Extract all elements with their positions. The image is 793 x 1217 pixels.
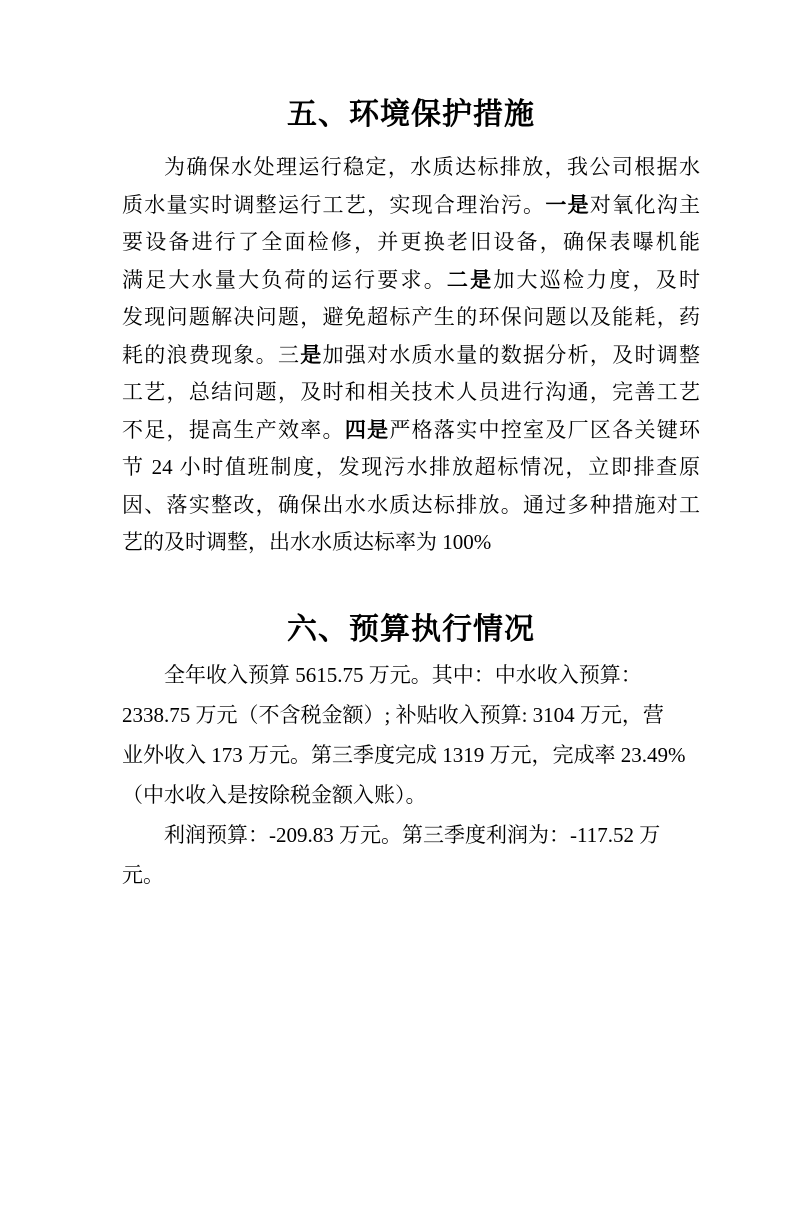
text-segment: 为确保水处理运行稳定，水质达标排放，我公司根据水 (164, 155, 700, 179)
text-line (122, 735, 700, 775)
bold-marker-shi: 是 (300, 342, 323, 367)
text-line (122, 655, 700, 695)
bold-marker-sishi: 四是 (344, 417, 390, 442)
section-6-paragraph-profit (122, 815, 700, 895)
text-segment: 业外收入 173 万元。第三季度完成 1319 万元，完成率 23.49% (122, 742, 686, 767)
text-segment: 工艺，总结问题，及时和相关技术人员进行沟通，完善工艺 (122, 380, 700, 404)
text-segment: 满足大水量大负荷的运行要求。 (122, 267, 447, 292)
text-line (122, 337, 700, 375)
text-segment: 元。 (122, 862, 164, 887)
text-segment: 艺的及时调整，出水水质达标率为 100% (122, 530, 492, 554)
text-segment: 节 24 小时值班制度，发现污水排放超标情况，立即排查原 (122, 455, 700, 479)
text-segment: 质水量实时调整运行工艺，实现合理治污。 (122, 192, 546, 217)
text-line (122, 695, 700, 735)
text-line (122, 299, 700, 337)
document-page (0, 95, 793, 1217)
text-segment: 全年收入预算 5615.75 万元。其中：中水收入预算： (164, 662, 642, 687)
section-5-paragraph (122, 149, 700, 562)
text-segment: 2338.75 万元（不含税金额）; 补贴收入预算: 3104 万元，营 (122, 702, 664, 727)
text-segment: 利润预算：-209.83 万元。第三季度利润为：-117.52 万 (164, 822, 661, 847)
text-segment: （中水收入是按除税金额入账）。 (122, 782, 427, 807)
section-6-paragraph-budget (122, 655, 700, 815)
section-6-title: 六、预算执行情况 (287, 612, 535, 646)
text-line (122, 149, 700, 187)
text-segment: 严格落实中控室及厂区各关键环 (389, 417, 701, 442)
text-line (122, 262, 700, 300)
text-segment: 对氧化沟主 (589, 192, 701, 217)
text-line (122, 855, 700, 895)
text-segment: 发现问题解决问题，避免超标产生的环保问题以及能耗，药 (122, 305, 700, 329)
text-segment: 因、落实整改，确保出水水质达标排放。通过多种措施对工 (122, 492, 700, 517)
text-line (122, 487, 700, 525)
section-5-title: 五、环境保护措施 (287, 98, 535, 131)
text-segment: 耗的浪费现象。三 (122, 342, 301, 367)
bold-marker-ershi: 二是 (446, 267, 494, 292)
text-segment: 要设备进行了全面检修，并更换老旧设备，确保表曝机能 (122, 230, 700, 254)
text-segment: 加强对水质水量的数据分析，及时调整 (322, 342, 701, 367)
text-line (122, 374, 700, 412)
text-line (122, 524, 700, 562)
text-line (122, 412, 700, 450)
text-line (122, 449, 700, 487)
text-segment: 加大巡检力度，及时 (493, 267, 701, 292)
bold-marker-yishi: 一是 (545, 192, 590, 217)
text-line (122, 187, 700, 225)
text-line (122, 815, 700, 855)
text-segment: 不足，提高生产效率。 (122, 417, 345, 442)
text-line (122, 224, 700, 262)
text-line (122, 775, 700, 815)
